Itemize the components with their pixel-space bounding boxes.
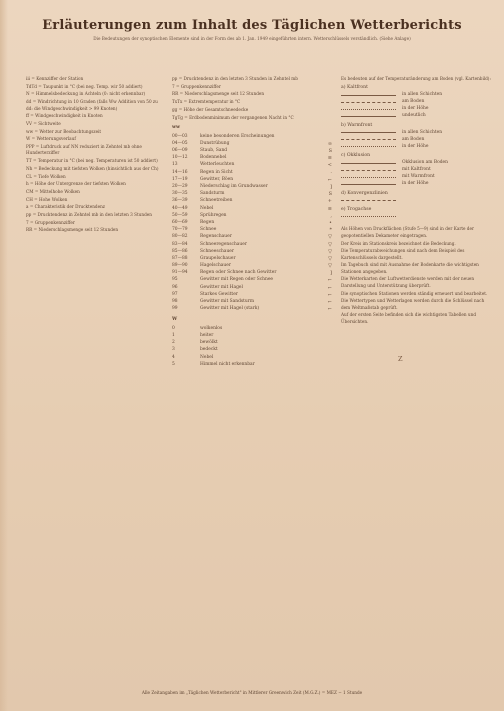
page-fold-shadow [0, 0, 8, 711]
weather-symbol-icon: ⌐ [327, 277, 332, 284]
ww-table-header: ww [172, 124, 180, 130]
front-line-icon [341, 102, 396, 103]
w-label: wolkenlos [200, 325, 223, 331]
w-label: Himmel nicht erkennbar [200, 361, 255, 367]
ww-label: Dunstrübung [200, 140, 230, 146]
front-legend-row [341, 143, 491, 150]
table-row [172, 227, 332, 234]
weather-symbol-icon: + [327, 198, 332, 205]
weather-symbol-icon: S [328, 191, 332, 198]
legend-paragraph: 7 = Gruppenkennziffer [26, 219, 75, 225]
ww-label: Regen [200, 219, 215, 225]
ww-label: Gewitter mit Hagel [200, 284, 243, 290]
w-label: bedeckt [200, 347, 218, 353]
legend-paragraph: Die Wetterkarten der Luftwetterdienste werden mit der neuen Darstellung und Unterstützung überprüft. [341, 276, 475, 288]
weather-symbol-icon: ▽ [328, 241, 332, 248]
legend-paragraph: CL = Tiefe Wolken [26, 173, 66, 179]
ww-code: 36—39 [172, 198, 188, 204]
legend-paragraph: CH = Hohe Wolken [26, 196, 68, 202]
legend-paragraph: Die Temperaturabweichungen sind nach dem Beispiel des Kartenschlüssels dargestellt. [341, 248, 465, 260]
ww-code: 20—29 [172, 184, 188, 190]
weather-symbol-icon: · [330, 169, 332, 176]
front-legend-label: undeutlich [402, 113, 426, 119]
ww-label: Sandsturm [200, 191, 225, 197]
ww-code: 89—90 [172, 263, 188, 269]
table-row [172, 220, 332, 227]
ww-label: Hagelschauer [200, 263, 231, 269]
table-row [172, 241, 332, 248]
w-code: 1 [172, 333, 175, 338]
front-legend-label: am Boden [402, 99, 425, 105]
table-row [172, 306, 332, 313]
table-row [172, 299, 332, 306]
ww-code: 14—16 [172, 169, 188, 175]
ww-code: 87—88 [172, 255, 188, 261]
weather-symbol-icon: S [328, 148, 332, 155]
konvergenz-legend [341, 197, 491, 204]
table-row [172, 198, 332, 205]
table-row [172, 354, 332, 361]
ww-label: Starkes Gewitter [200, 291, 238, 297]
legend-paragraph: pp = Drucktendenz in Zehntel mb in den letzten 3 Stunden [26, 212, 152, 218]
front-line-icon [341, 146, 396, 147]
legend-paragraph: pp = Drucktendenz in den letzten 3 Stunden in Zehntel mb [172, 76, 298, 81]
ww-code: 60—69 [172, 219, 188, 225]
ww-label: Graupelschauer [200, 255, 236, 261]
weather-symbol-icon: , [330, 212, 332, 219]
legend-paragraph: h = Höhe der Untergrenze der tiefsten Wolken [26, 181, 126, 187]
front-line-icon [341, 109, 396, 110]
ww-label: Bodennebel [200, 155, 227, 161]
weather-symbol-icon: ≡ [327, 205, 332, 212]
ww-code: 70—79 [172, 227, 188, 233]
front-legend-row [341, 136, 491, 143]
front-legend-row [341, 99, 491, 106]
table-row [172, 361, 332, 368]
front-line-icon [341, 170, 396, 171]
front-legend-label: in allen Schichten [402, 129, 443, 135]
legend-paragraph: RR = Niederschlagsmenge seit 12 Stunden [26, 227, 119, 233]
w-label: heiter [200, 333, 214, 338]
legend-paragraph: TT = Temperatur in °C (bei neg. Temperaturen ist 50 addiert) [26, 158, 158, 164]
ww-label: Sprühregen [200, 212, 227, 218]
ww-label: Gewitter mit Hagel (stark) [200, 306, 260, 312]
legend-paragraph: Die Wettertypen und Wetterlagen werden durch die Schlüssel nach dem Weltmaßstab geprüft. [341, 298, 485, 310]
front-line-icon [341, 95, 396, 96]
warmfront-heading: b) Warmfront [341, 122, 373, 128]
ww-code: 17—19 [172, 176, 188, 182]
ww-label: Nebel [200, 205, 214, 211]
ww-code: 96 [172, 284, 178, 290]
legend-paragraph: ww = Wetter zur Beobachtungszeit [26, 128, 102, 134]
column-middle [172, 76, 332, 369]
weather-symbol-icon: ⌐ [327, 176, 332, 183]
legend-paragraph: Nh = Bedeckung mit tiefsten Wolken (hinsichtlich aus der Ch) [26, 165, 159, 171]
front-legend-row [341, 167, 491, 174]
legend-paragraph: TxTx = Extremtemperatur in °C [172, 99, 241, 105]
table-row [172, 234, 332, 241]
ww-code: 83—84 [172, 241, 188, 247]
legend-paragraph: VV = Sichtweite [26, 120, 61, 126]
front-legend-label: in der Höhe [402, 106, 429, 112]
weather-symbol-icon: ≡ [327, 155, 332, 162]
table-row [172, 191, 332, 198]
ww-code: 00—03 [172, 133, 188, 139]
front-legend-row [341, 181, 491, 188]
front-line-icon [341, 132, 396, 133]
table-row [172, 212, 332, 219]
ww-label: Niederschlag im Grundwasser [200, 184, 268, 190]
ww-label: Schnee [200, 227, 217, 233]
weather-symbol-icon: ⌐ [327, 291, 332, 298]
w-code: 4 [172, 354, 175, 360]
ww-code: 06—09 [172, 148, 188, 154]
table-row [172, 333, 332, 340]
ww-code: 97 [172, 291, 178, 297]
ww-code: 98 [172, 299, 178, 305]
ww-label: Gewitter, Böen [200, 176, 234, 182]
trogachse-heading: e) Trogachse [341, 207, 372, 213]
ww-code: 40—49 [172, 205, 188, 211]
ww-label: Schneeschauer [200, 248, 235, 254]
ww-label: Regen in Sicht [200, 169, 233, 175]
kaltfront-heading: a) Kaltfront [341, 85, 368, 91]
column-right [341, 76, 491, 327]
ww-table [172, 133, 332, 313]
front-legend-label: mit Warmfront [402, 173, 435, 179]
table-row [172, 148, 332, 155]
table-row [172, 325, 332, 332]
weather-symbol-icon: < [327, 162, 332, 169]
front-legend-label: Okklusion am Boden [402, 159, 448, 165]
w-code: 2 [172, 340, 175, 346]
legend-paragraph: TdTd = Taupunkt in °C (bei neg. Temp. wir 50 addiert) [26, 83, 143, 89]
ww-label: Schneeregenschauer [200, 241, 247, 247]
ww-code: 13 [172, 162, 178, 168]
legend-paragraph: RR = Niederschlagsmenge seit 12 Stunden [172, 91, 265, 97]
table-row [172, 263, 332, 270]
ww-label: Regenschauer [200, 234, 232, 240]
page-title: Erläuterungen zum Inhalt des Täglichen Wetterberichts [42, 18, 462, 33]
front-legend-row [341, 92, 491, 99]
ww-label: Gewitter mit Regen oder Schnee [200, 277, 274, 283]
ww-code: 50—59 [172, 212, 188, 218]
front-legend-label: in allen Schichten [402, 92, 443, 98]
table-row [172, 277, 332, 284]
ww-code: 80—82 [172, 234, 188, 240]
legend-paragraph: TgTg = Erdbodenminimum der vergangenen Nacht in °C [172, 114, 294, 120]
front-legend-row [341, 160, 491, 167]
front-legend-row [341, 174, 491, 181]
ww-label: Wetterleuchten [200, 162, 235, 168]
ww-label: Gewitter mit Sandsturm [200, 299, 254, 305]
legend-paragraph: iii = Kennziffer der Station [26, 76, 84, 81]
page-subtitle: Die Bedeutungen der synoptischen Elemente sind in der Form des ab 1. Jan. 1949 eingeführten intern. Wetterschlüssels verständlich. (Siehe Anlage) [93, 36, 411, 41]
w-code: 5 [172, 361, 175, 367]
legend-paragraph: 7 = Gruppenkennziffer [172, 83, 221, 89]
ww-code: 95 [172, 277, 178, 283]
legend-paragraph: PPP = Luftdruck auf NN reduziert in Zehntel mb ohne Hunderterziffer [26, 144, 142, 156]
legend-paragraph: dd = Windrichtung in 10 Graden (falls Ww Addition von 50 zu dd: die Windgeschwindigkeit > 99 Knoten) [26, 99, 158, 111]
konvergenz-heading: d) Konvergenzlinien [341, 190, 388, 196]
table-row [172, 141, 332, 148]
w-label: Nebel [200, 354, 214, 360]
front-legend-label: in der Höhe [402, 143, 429, 149]
w-code: 3 [172, 347, 175, 353]
ww-code: 85—86 [172, 248, 188, 254]
legend-paragraph: Im Tagebuch sind mit Ausnahme der Bodenkarte die wichtigsten Stationen angegeben. [341, 262, 479, 274]
ww-code: 10—12 [172, 155, 188, 161]
front-line-icon [341, 177, 396, 178]
table-row [172, 340, 332, 347]
table-row [172, 256, 332, 263]
front-line-icon [341, 139, 396, 140]
ww-code: 04—05 [172, 140, 188, 146]
legend-paragraph: Als Höhen von Druckflächen (Stufe 5—9) sind in der Karte der geopotentiellen Dekameter eingetragen. [341, 226, 474, 238]
weather-symbol-icon: ▽ [328, 263, 332, 270]
front-line-icon [341, 163, 396, 164]
table-row [172, 133, 332, 140]
table-row [172, 291, 332, 298]
ww-code: 91—94 [172, 270, 188, 276]
legend-paragraph: CM = Mittelhohe Wolken [26, 188, 80, 194]
weather-symbol-icon: ▽ [328, 248, 332, 255]
ww-code: 99 [172, 306, 178, 312]
legend-paragraph: Auf der ersten Seite befinden sich die wichtigsten Tabellen und Übersichten. [341, 312, 477, 324]
front-legend-row [341, 113, 491, 120]
ww-label: Regen oder Schnee nach Gewitter [200, 270, 277, 276]
legend-paragraph: a = Charakteristik der Drucktendenz [26, 204, 105, 210]
front-legend-row [341, 129, 491, 136]
legend-paragraph: gg = Höhe der Gesamtschneedecke [172, 106, 249, 112]
w-table [172, 325, 332, 368]
weather-symbol-icon: ▽ [328, 234, 332, 241]
front-line-icon [341, 184, 396, 185]
weather-symbol-icon: ⌐ [327, 284, 332, 291]
legend-paragraph: ff = Windgeschwindigkeit in Knoten [26, 113, 103, 119]
table-row [172, 205, 332, 212]
weather-symbol-icon: ⌐ [327, 299, 332, 306]
okklusion-heading: c) Okklusion [341, 153, 371, 159]
w-label: bewölkt [200, 340, 218, 346]
legend-paragraph: N = Himmelsbedeckung in Achteln (0: nicht erkennbar) [26, 91, 146, 97]
weather-symbol-icon: ] [330, 184, 332, 191]
weather-symbol-icon: ▽ [328, 255, 332, 262]
table-row [172, 184, 332, 191]
ww-code: 30—35 [172, 191, 188, 197]
legend-paragraph: Die synoptischen Stationen werden ständig erneuert und bearbeitet. [341, 290, 488, 296]
w-code: 0 [172, 325, 175, 331]
table-row [172, 176, 332, 183]
table-row [172, 270, 332, 277]
ww-label: keine besonderen Erscheinungen [200, 133, 275, 139]
weather-symbol-icon: ∞ [327, 140, 332, 147]
table-row [172, 169, 332, 176]
front-line-icon [341, 116, 396, 117]
page-footer: Alle Zeitangaben im „Täglichen Wetterbericht" in Mittlerer Greenwich Zeit (M.G.Z.) = MEZ − 1 Stunde [141, 690, 363, 695]
front-legend-label: in der Höhe [402, 180, 429, 186]
table-row [172, 284, 332, 291]
table-row [172, 248, 332, 255]
ww-label: Staub, Sand [200, 148, 228, 154]
weather-symbol-icon: • [329, 219, 332, 226]
weather-symbol-icon: ] [330, 270, 332, 277]
front-legend-row [341, 106, 491, 113]
ww-label: Schneetreiben [200, 198, 233, 204]
trogachse-legend [341, 213, 491, 220]
weather-symbol-icon: ⌐ [327, 306, 332, 313]
front-legend-label: mit Kaltfront [402, 166, 431, 172]
w-table-header: W [172, 317, 178, 323]
table-row [172, 155, 332, 162]
legend-paragraph: W = Wetterungsverlauf [26, 136, 76, 142]
column-left [26, 76, 164, 235]
table-row [172, 162, 332, 169]
table-row [172, 347, 332, 354]
front-legend-label: am Boden [402, 136, 425, 142]
stamp-mark: Z [398, 355, 403, 363]
fronts-intro: Es bedeuten auf der Temperaturänderung am Boden (vgl. Kartenbild): [341, 76, 491, 81]
legend-paragraph: Der Kreis im Stationskreis bezeichnet die Bedeckung. [341, 240, 456, 246]
weather-symbol-icon: * [329, 227, 332, 234]
